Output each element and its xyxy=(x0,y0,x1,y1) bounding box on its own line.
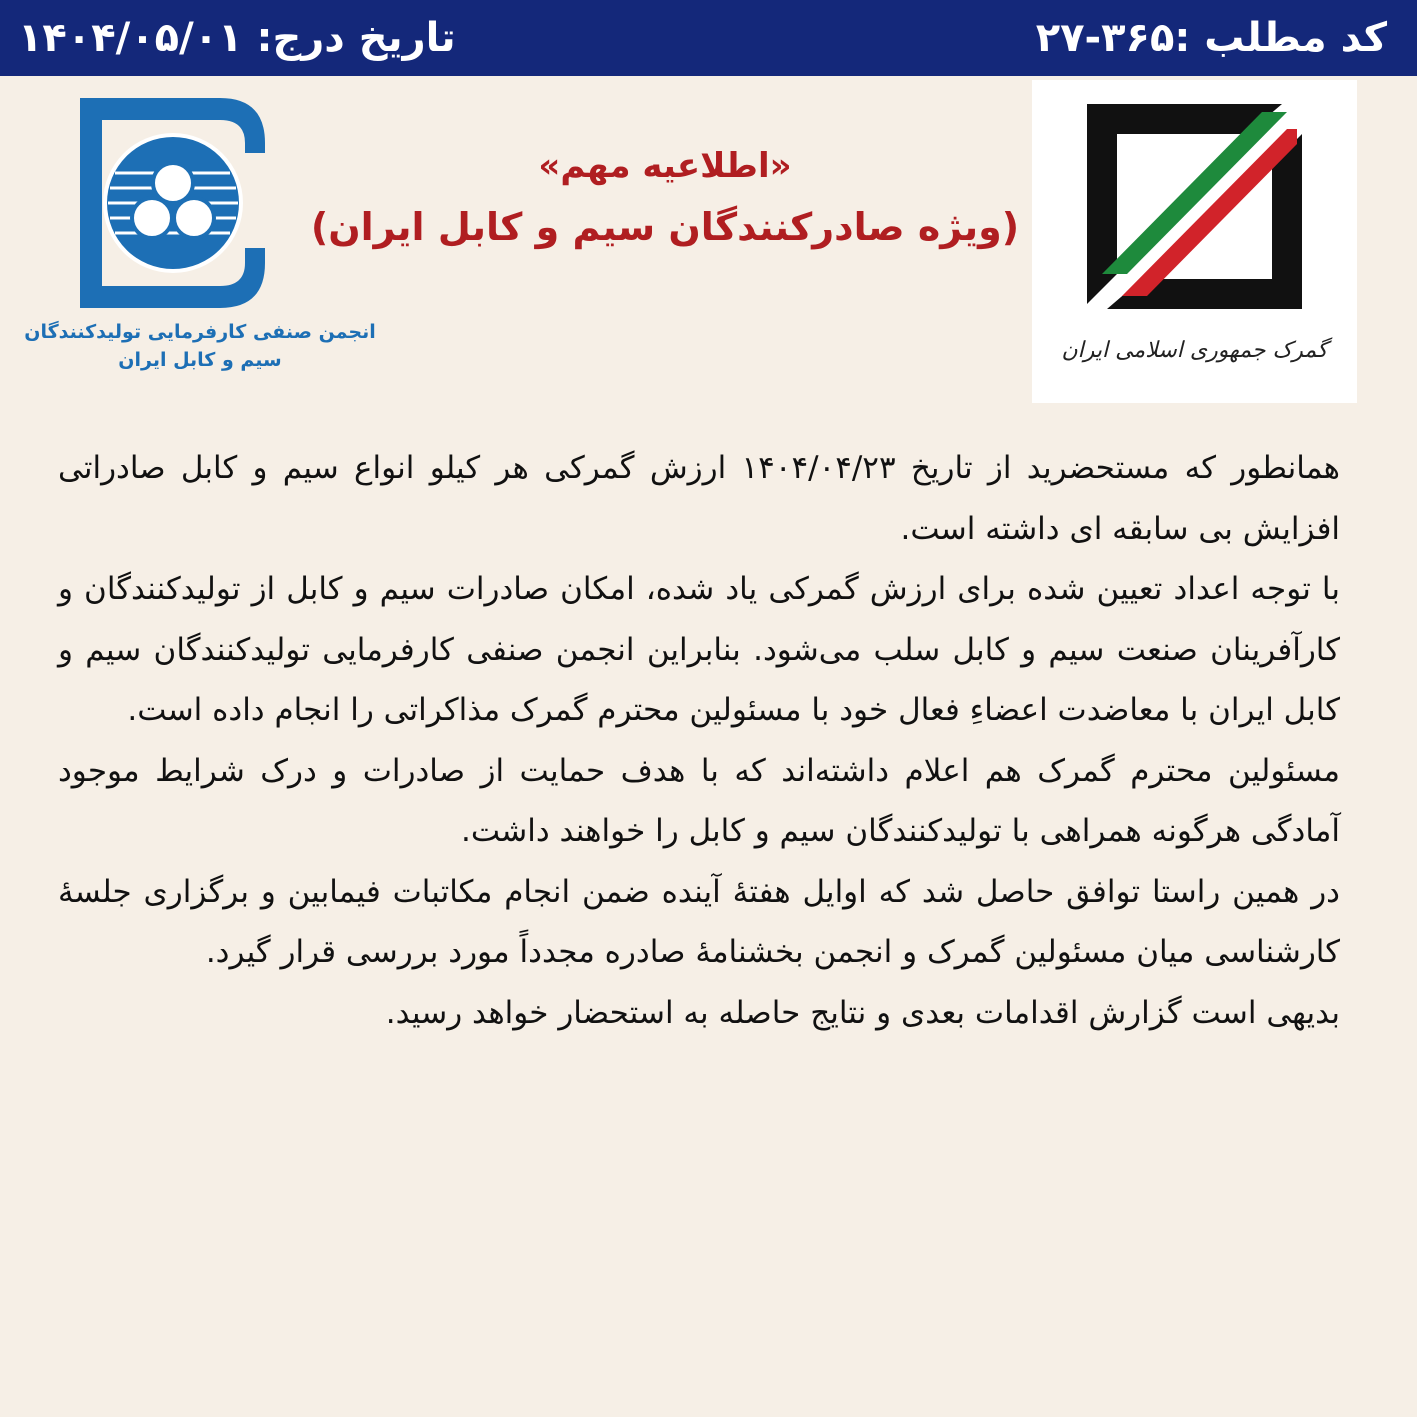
association-logo-icon xyxy=(70,98,270,308)
association-caption xyxy=(20,318,380,374)
paragraph-4: در همین راستا توافق حاصل شد که اوایل هفتهٔ آینده ضمن انجام مکاتبات فیمابین و برگزاری جلسهٔ کارشناسی میان مسئولین گمرک و انجمن بخشنامهٔ صادره مجدداً مورد بررسی قرار گیرد. xyxy=(58,873,1340,970)
customs-logo xyxy=(1032,80,1357,403)
paragraph-1: همانطور که مستحضرید از تاریخ ۱۴۰۴/۰۴/۲۳ ارزش گمرکی هر کیلو انواع سیم و کابل صادراتی افزایش بی سابقه ای داشته است. xyxy=(58,450,1341,547)
paragraph-5: بدیهی است گزارش اقدامات بعدی و نتایج حاصله به استحضار خواهد رسید. xyxy=(385,994,1340,1031)
association-name-line1: انجمن صنفی کارفرمایی تولیدکنندگان xyxy=(24,321,376,343)
association-name-line2: سیم و کابل ایران xyxy=(118,349,282,371)
customs-emblem-icon xyxy=(1087,104,1302,309)
paragraph-3: مسئولین محترم گمرک هم اعلام داشته‌اند که با هدف حمایت از صادرات و درک شرایط موجود آمادگی هرگونه همراهی با تولیدکنندگان سیم و کابل را خواهند داشت. xyxy=(58,752,1340,849)
customs-caption: گمرک جمهوری اسلامی ایران xyxy=(1061,338,1328,363)
publish-date: تاریخ درج: ۱۴۰۴/۰۵/۰۱ xyxy=(18,15,456,61)
headline-title: «اطلاعیه مهم» xyxy=(538,146,792,186)
announcement-body xyxy=(58,438,1340,1043)
headline-subtitle: (ویژه صادرکنندگان سیم و کابل ایران) xyxy=(310,205,1020,249)
paragraph-2: با توجه اعداد تعیین شده برای ارزش گمرکی یاد شده، امکان صادرات سیم و کابل از تولیدکنندگان و کارآفرینان صنعت سیم و کابل سلب می‌شود. بنابراین انجمن صنفی کارفرمایی تولیدکنندگان سیم و کابل ایران با معاضدت اعضاءِ فعال خود با مسئولین محترم گمرک مذاکراتی را انجام داده است. xyxy=(58,571,1340,728)
header-bar xyxy=(0,0,1417,76)
article-code: کد مطلب :۳۶۵-۲۷ xyxy=(1035,15,1387,61)
headline xyxy=(300,140,1030,262)
